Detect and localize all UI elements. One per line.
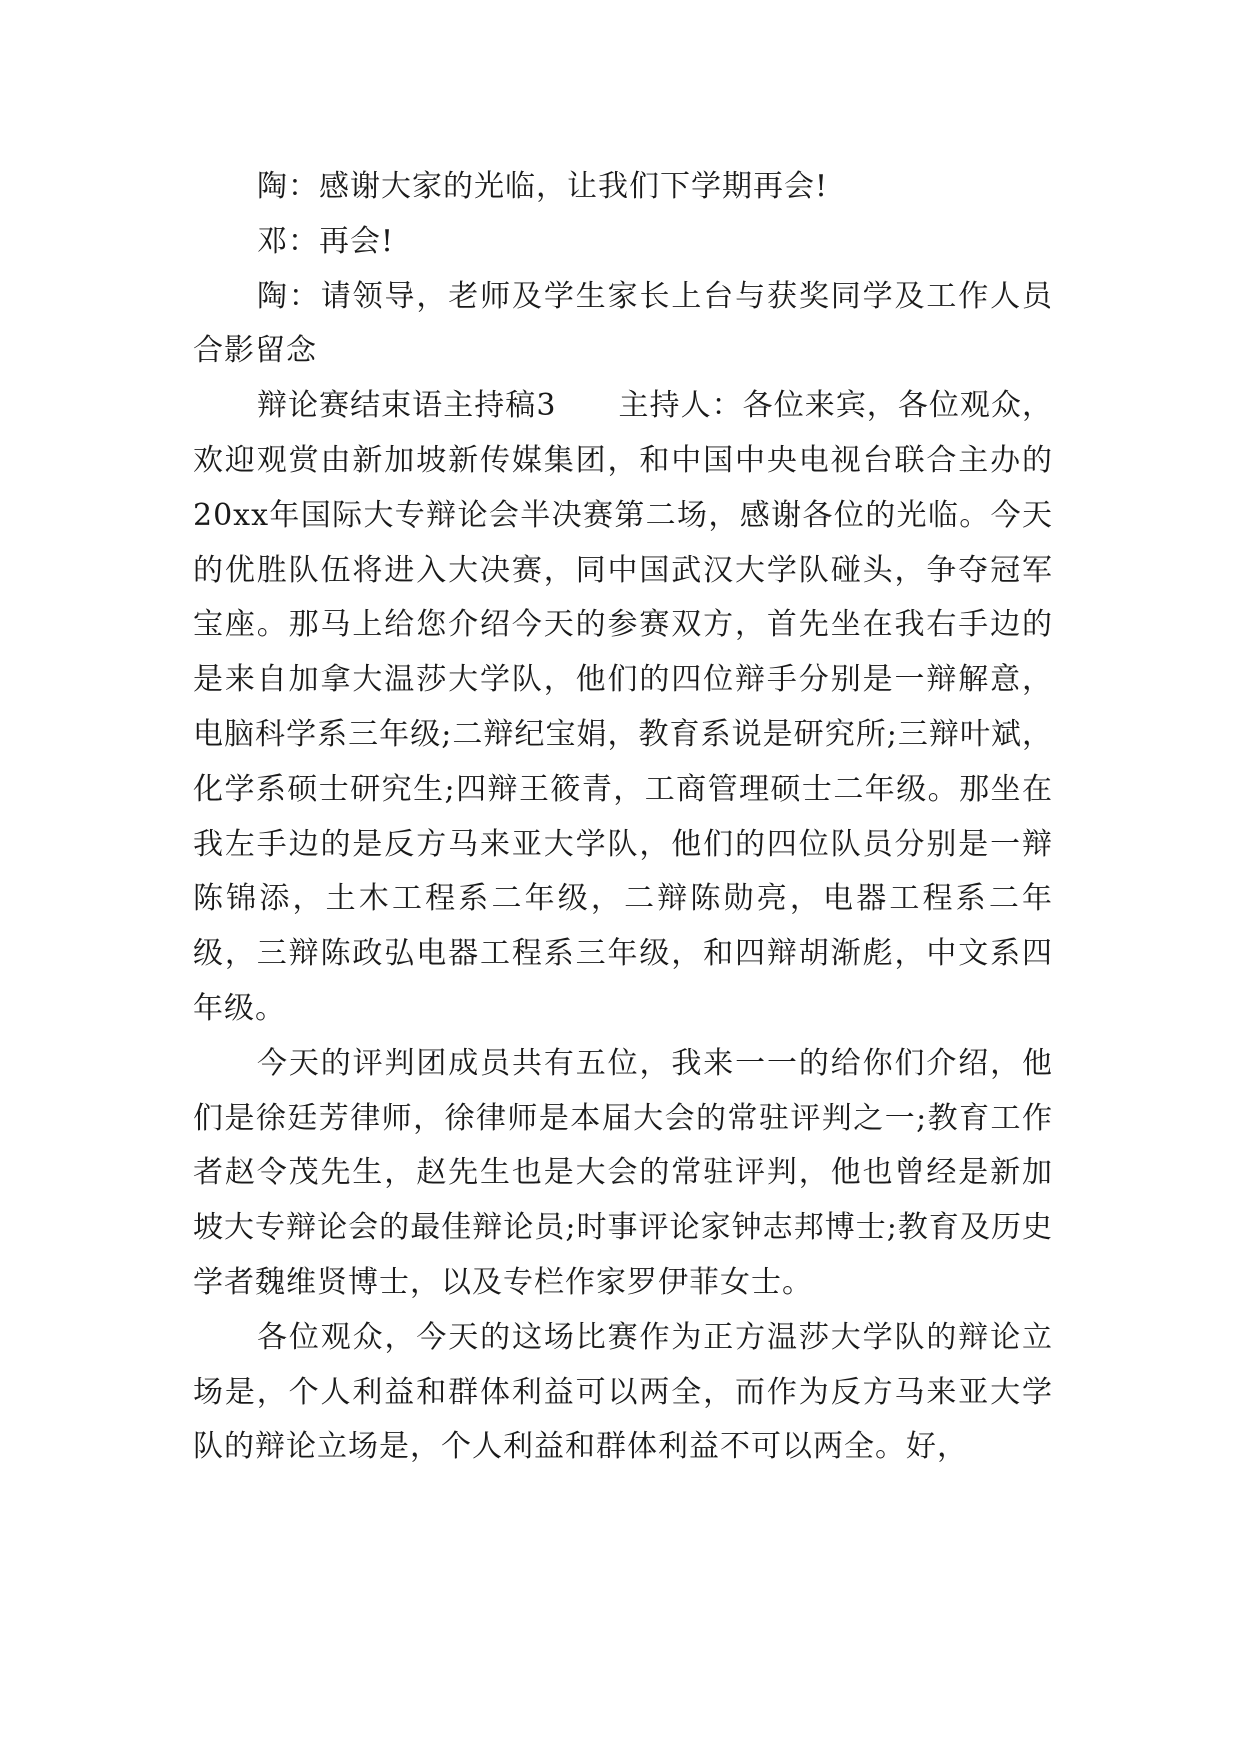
document-body xyxy=(193,160,1053,1475)
paragraph-judges-intro: 今天的评判团成员共有五位，我来一一的给你们介绍，他们是徐廷芳律师，徐律师是本届大会的常驻评判之一;教育工作者赵令茂先生，赵先生也是大会的常驻评判，他也曾经是新加坡大专辩论会的最佳辩论员;时事评论家钟志邦博士;教育及历史学者魏维贤博士，以及专栏作家罗伊菲女士。 xyxy=(193,1045,1053,1300)
paragraph-debate-positions: 各位观众，今天的这场比赛作为正方温莎大学队的辩论立场是，个人利益和群体利益可以两全，而作为反方马来亚大学队的辩论立场是，个人利益和群体利益不可以两全。好， xyxy=(193,1319,1053,1465)
paragraph-closing-thanks: 陶：感谢大家的光临，让我们下学期再会! xyxy=(257,169,829,204)
paragraph-group-photo: 陶：请领导，老师及学生家长上台与获奖同学及工作人员合影留念 xyxy=(193,278,1053,369)
paragraph-host-script-3: 辩论赛结束语主持稿3 主持人：各位来宾，各位观众，欢迎观赏由新加坡新传媒集团，和中国中央电视台联合主办的20xx年国际大专辩论会半决赛第二场，感谢各位的光临。今天的优胜队伍将进入大决赛，同中国武汉大学队碰头，争夺冠军宝座。那马上给您介绍今天的参赛双方，首先坐在我右手边的是来自加拿大温莎大学队，他们的四位辩手分别是一辩解意，电脑科学系三年级;二辩纪宝娟，教育系说是研究所;三辩叶斌，化学系硕士研究生;四辩王筱青，工商管理硕士二年级。那坐在我左手边的是反方马来亚大学队，他们的四位队员分别是一辩陈锦添，土木工程系二年级，二辩陈勋亮，电器工程系二年级，三辩陈政弘电器工程系三年级，和四辩胡渐彪，中文系四年级。 xyxy=(193,388,1053,1026)
paragraph-farewell: 邓：再会! xyxy=(257,223,395,259)
